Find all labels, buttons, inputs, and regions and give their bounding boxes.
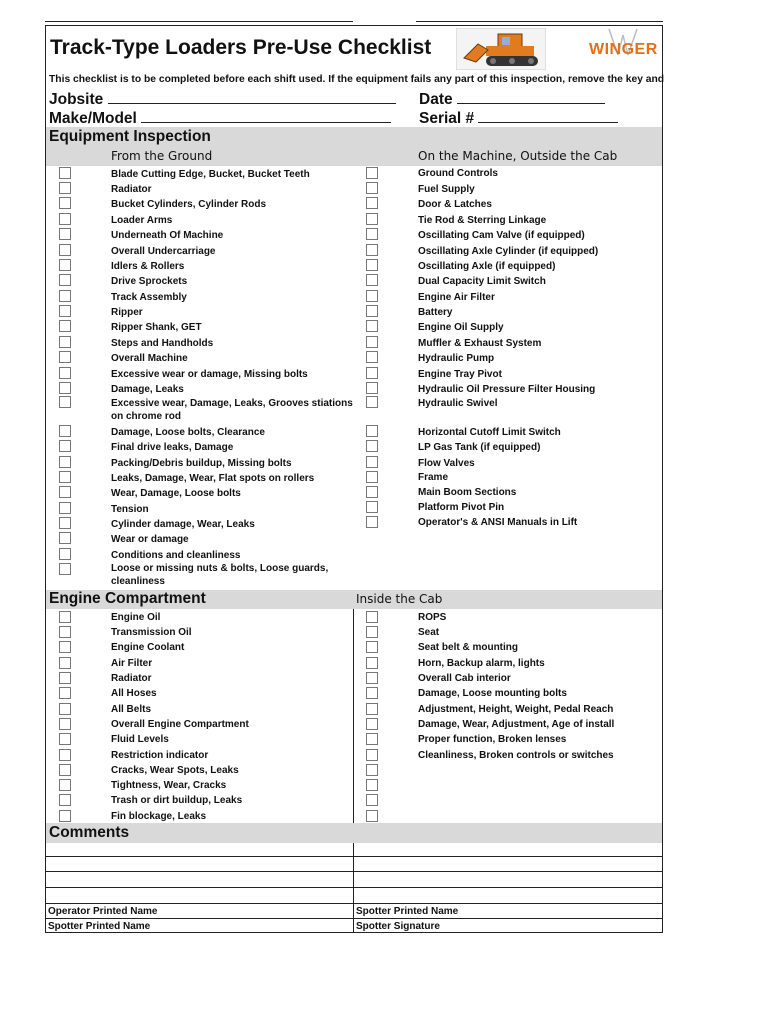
checkbox[interactable]: [59, 548, 71, 560]
checklist-item-label: Idlers & Rollers: [111, 261, 185, 272]
operator-printed-name[interactable]: Operator Printed Name: [48, 906, 158, 917]
checkbox[interactable]: [366, 779, 378, 791]
checkbox[interactable]: [59, 367, 71, 379]
winger-logo: [585, 27, 659, 69]
checkbox[interactable]: [366, 516, 378, 528]
checklist-item-label: LP Gas Tank (if equipped): [418, 442, 541, 453]
comment-line-2[interactable]: [46, 871, 662, 872]
checkbox[interactable]: [59, 532, 71, 544]
inside-cab-heading: Inside the Cab: [356, 592, 443, 606]
checklist-item-label: Seat belt & mounting: [418, 642, 518, 653]
checkbox[interactable]: [366, 456, 378, 468]
checkbox[interactable]: [366, 657, 378, 669]
make-model-line: [141, 109, 391, 123]
checkbox[interactable]: [59, 517, 71, 529]
checklist-item-label: Hydraulic Pump: [418, 353, 495, 364]
checkbox[interactable]: [366, 501, 378, 513]
checklist-item-label: Loader Arms: [111, 215, 173, 226]
checkbox[interactable]: [366, 764, 378, 776]
checklist-item-label: Overall Cab interior: [418, 673, 511, 684]
make-model-label: Make/Model: [49, 110, 137, 127]
checklist-item-label: Engine Oil Supply: [418, 322, 504, 333]
from-ground-heading: From the Ground: [111, 149, 213, 163]
spotter-signature[interactable]: Spotter Signature: [356, 921, 440, 932]
checkbox[interactable]: [59, 274, 71, 286]
checklist-item-label: cleanliness: [111, 576, 165, 587]
checkbox[interactable]: [59, 351, 71, 363]
checkbox[interactable]: [366, 687, 378, 699]
engine-compartment-heading: Engine Compartment: [49, 590, 206, 607]
checkbox[interactable]: [366, 382, 378, 394]
checkbox[interactable]: [366, 182, 378, 194]
checkbox[interactable]: [366, 425, 378, 437]
checkbox[interactable]: [59, 244, 71, 256]
checklist-item-label: Overall Engine Compartment: [111, 719, 249, 730]
checklist-item-label: All Belts: [111, 704, 152, 715]
checkbox[interactable]: [59, 396, 71, 408]
checklist-item-label: Drive Sprockets: [111, 276, 188, 287]
checkbox[interactable]: [366, 320, 378, 332]
checkbox[interactable]: [59, 672, 71, 684]
jobsite-label: Jobsite: [49, 91, 104, 108]
checklist-item-label: Underneath Of Machine: [111, 230, 224, 241]
checkbox[interactable]: [366, 626, 378, 638]
checkbox[interactable]: [59, 305, 71, 317]
checklist-item-label: Operator's & ANSI Manuals in Lift: [418, 517, 578, 528]
checklist-item-label: Tightness, Wear, Cracks: [111, 780, 227, 791]
checkbox[interactable]: [366, 305, 378, 317]
checkbox[interactable]: [59, 213, 71, 225]
checkbox[interactable]: [366, 641, 378, 653]
checklist-item-label: Adjustment, Height, Weight, Pedal Reach: [418, 704, 614, 715]
checkbox[interactable]: [59, 228, 71, 240]
checklist-item-label: Battery: [418, 307, 453, 318]
checklist-item-label: Tie Rod & Sterring Linkage: [418, 215, 547, 226]
checklist-item-label: Door & Latches: [418, 199, 492, 210]
checkbox[interactable]: [366, 274, 378, 286]
checklist-item-label: Dual Capacity Limit Switch: [418, 276, 546, 287]
checklist-item-label: All Hoses: [111, 688, 157, 699]
checklist-item-label: Engine Air Filter: [418, 292, 495, 303]
checklist-item-label: Ripper Shank, GET: [111, 322, 202, 333]
checkbox[interactable]: [366, 290, 378, 302]
checkbox[interactable]: [59, 563, 71, 575]
checklist-item-label: Horizontal Cutoff Limit Switch: [418, 427, 561, 438]
checklist-item-label: Oscillating Cam Valve (if equipped): [418, 230, 585, 241]
checkbox[interactable]: [59, 290, 71, 302]
loader-image: [456, 28, 546, 70]
instruction-text: This checklist is to be completed before each shift used. If the equipment fails any part of this inspection, remove the key and: [49, 74, 665, 85]
checklist-item-label: Radiator: [111, 184, 152, 195]
checkbox[interactable]: [366, 367, 378, 379]
checklist-item-label: Ripper: [111, 307, 143, 318]
checkbox[interactable]: [366, 718, 378, 730]
checklist-item-label: Packing/Debris buildup, Missing bolts: [111, 458, 292, 469]
checklist-item-label: Cleanliness, Broken controls or switches: [418, 750, 614, 761]
checklist-item-label: Hydraulic Oil Pressure Filter Housing: [418, 384, 596, 395]
serial-line: [478, 109, 618, 123]
checklist-item-label: Frame: [418, 472, 449, 483]
checkbox[interactable]: [366, 336, 378, 348]
checkbox[interactable]: [366, 197, 378, 209]
page-title: Track-Type Loaders Pre-Use Checklist: [50, 36, 432, 59]
checkbox[interactable]: [366, 471, 378, 483]
checkbox[interactable]: [59, 471, 71, 483]
comment-line-5: [46, 918, 662, 919]
checklist-item-label: Bucket Cylinders, Cylinder Rods: [111, 199, 267, 210]
checklist-item-label: Fin blockage, Leaks: [111, 811, 207, 822]
checklist-item-label: Fuel Supply: [418, 184, 475, 195]
checkbox[interactable]: [59, 486, 71, 498]
checkbox[interactable]: [59, 718, 71, 730]
spotter-printed-name-right[interactable]: Spotter Printed Name: [356, 906, 459, 917]
checkbox[interactable]: [59, 182, 71, 194]
checkbox[interactable]: [366, 440, 378, 452]
engine-cab-divider: [353, 609, 354, 823]
checkbox[interactable]: [59, 657, 71, 669]
checkbox[interactable]: [59, 167, 71, 179]
checklist-item-label: Damage, Loose bolts, Clearance: [111, 427, 265, 438]
checkbox[interactable]: [59, 336, 71, 348]
checkbox[interactable]: [366, 794, 378, 806]
top-rule-right: [416, 21, 663, 22]
checklist-item-label: Tension: [111, 504, 149, 515]
checkbox[interactable]: [366, 167, 378, 179]
checkbox[interactable]: [59, 764, 71, 776]
comment-line-3[interactable]: [46, 887, 662, 888]
checklist-item-label: Proper function, Broken lenses: [418, 734, 567, 745]
checkbox[interactable]: [59, 779, 71, 791]
serial-field[interactable]: [419, 109, 618, 128]
checkbox[interactable]: [366, 244, 378, 256]
checkbox[interactable]: [366, 396, 378, 408]
checkbox[interactable]: [59, 810, 71, 822]
checkbox[interactable]: [366, 213, 378, 225]
checklist-item-label: Platform Pivot Pin: [418, 502, 505, 513]
checklist-item-label: Muffler & Exhaust System: [418, 338, 542, 349]
checklist-item-label: Wear, Damage, Loose bolts: [111, 488, 241, 499]
checkbox[interactable]: [59, 320, 71, 332]
checklist-item-label: Ground Controls: [418, 168, 498, 179]
checkbox[interactable]: [366, 749, 378, 761]
checkbox[interactable]: [366, 703, 378, 715]
spotter-printed-name-left[interactable]: Spotter Printed Name: [48, 921, 151, 932]
checklist-item-label: Leaks, Damage, Wear, Flat spots on rollers: [111, 473, 315, 484]
checkbox[interactable]: [59, 626, 71, 638]
checklist-item-label: Excessive wear or damage, Missing bolts: [111, 369, 308, 380]
comment-line-4[interactable]: [46, 903, 662, 904]
checklist-item-label: Trash or dirt buildup, Leaks: [111, 795, 243, 806]
checklist-item-label: Track Assembly: [111, 292, 187, 303]
date-label: Date: [419, 91, 453, 108]
jobsite-field[interactable]: [49, 90, 396, 109]
checkbox[interactable]: [59, 687, 71, 699]
checkbox[interactable]: [59, 456, 71, 468]
checklist-item-label: Oscillating Axle (if equipped): [418, 261, 556, 272]
serial-label: Serial #: [419, 110, 475, 127]
checkbox[interactable]: [59, 259, 71, 271]
checklist-item-label: Damage, Wear, Adjustment, Age of install: [418, 719, 615, 730]
checkbox[interactable]: [366, 351, 378, 363]
checkbox[interactable]: [59, 641, 71, 653]
checkbox[interactable]: [59, 611, 71, 623]
checkbox[interactable]: [366, 486, 378, 498]
winger-logo-text: WINGER: [589, 41, 658, 58]
checklist-item-label: Radiator: [111, 673, 152, 684]
date-line: [457, 90, 605, 104]
checkbox[interactable]: [59, 382, 71, 394]
checklist-item-label: Horn, Backup alarm, lights: [418, 658, 545, 669]
checklist-item-label: Overall Machine: [111, 353, 188, 364]
checkbox[interactable]: [59, 440, 71, 452]
comments-heading: Comments: [49, 824, 130, 841]
checkbox[interactable]: [59, 197, 71, 209]
checklist-item-label: Excessive wear, Damage, Leaks, Grooves stiations: [111, 398, 353, 409]
checkbox[interactable]: [366, 228, 378, 240]
checklist-item-label: Engine Coolant: [111, 642, 185, 653]
checklist-item-label: Restriction indicator: [111, 750, 209, 761]
checklist-item-label: Steps and Handholds: [111, 338, 214, 349]
checklist-item-label: on chrome rod: [111, 411, 182, 422]
checkbox[interactable]: [366, 672, 378, 684]
checklist-item-label: Fluid Levels: [111, 734, 169, 745]
checkbox[interactable]: [59, 425, 71, 437]
checklist-item-label: Oscillating Axle Cylinder (if equipped): [418, 246, 599, 257]
checklist-item-label: Main Boom Sections: [418, 487, 517, 498]
checklist-item-label: Seat: [418, 627, 440, 638]
checklist-item-label: Engine Oil: [111, 612, 161, 623]
checklist-item-label: Hydraulic Swivel: [418, 398, 498, 409]
checkbox[interactable]: [366, 259, 378, 271]
comments-divider: [353, 843, 354, 933]
comments-bar: [46, 823, 662, 843]
checkbox[interactable]: [59, 794, 71, 806]
checklist-item-label: Cracks, Wear Spots, Leaks: [111, 765, 239, 776]
jobsite-line: [108, 90, 396, 104]
checklist-item-label: Conditions and cleanliness: [111, 550, 241, 561]
checklist-item-label: Air Filter: [111, 658, 153, 669]
checklist-item-label: Damage, Leaks: [111, 384, 184, 395]
checklist-item-label: Final drive leaks, Damage: [111, 442, 234, 453]
checklist-item-label: Transmission Oil: [111, 627, 192, 638]
checklist-item-label: Overall Undercarriage: [111, 246, 216, 257]
checklist-item-label: Damage, Loose mounting bolts: [418, 688, 567, 699]
on-machine-heading: On the Machine, Outside the Cab: [418, 149, 618, 163]
checkbox[interactable]: [59, 502, 71, 514]
checklist-item-label: Engine Tray Pivot: [418, 369, 502, 380]
make-model-field[interactable]: [49, 109, 391, 128]
checklist-item-label: ROPS: [418, 612, 447, 623]
checklist-item-label: Loose or missing nuts & bolts, Loose guards,: [111, 563, 329, 574]
checkbox[interactable]: [59, 733, 71, 745]
checklist-item-label: Flow Valves: [418, 458, 475, 469]
top-rule-left: [45, 21, 353, 22]
checklist-item-label: Blade Cutting Edge, Bucket, Bucket Teeth: [111, 169, 310, 180]
checkbox[interactable]: [366, 611, 378, 623]
checkbox[interactable]: [59, 703, 71, 715]
comment-line-1[interactable]: [46, 856, 662, 857]
checkbox[interactable]: [366, 733, 378, 745]
checklist-item-label: Cylinder damage, Wear, Leaks: [111, 519, 255, 530]
checkbox[interactable]: [366, 810, 378, 822]
date-field[interactable]: [419, 90, 605, 109]
checkbox[interactable]: [59, 749, 71, 761]
checklist-item-label: Wear or damage: [111, 534, 189, 545]
equipment-inspection-heading: Equipment Inspection: [49, 128, 211, 145]
